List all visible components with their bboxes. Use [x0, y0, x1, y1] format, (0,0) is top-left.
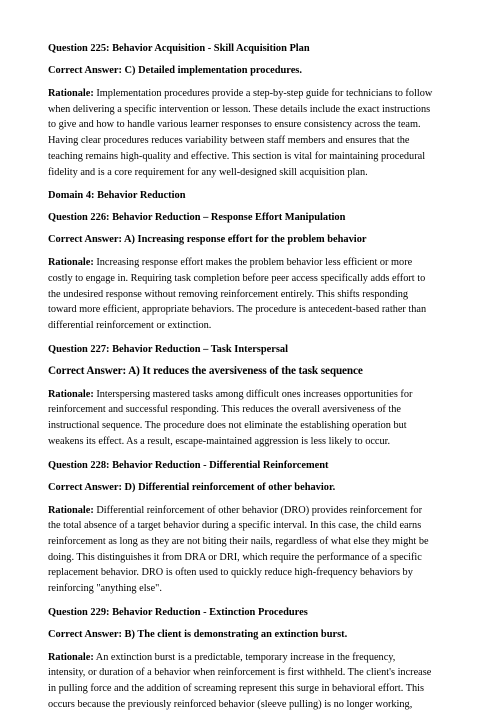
- rationale-paragraph: [48, 255, 448, 334]
- question-heading: Question 227: Behavior Reduction – Task Interspersal: [48, 343, 288, 355]
- rationale-line: differential reinforcement or extinction.: [48, 320, 212, 332]
- domain-heading: Domain 4: Behavior Reduction: [48, 190, 186, 202]
- rationale-line: the undesired response without removing reinforcement entirely. This shifts responding: [48, 288, 409, 300]
- rationale-line: Increasing response effort makes the problem behavior less efficient or more: [93, 257, 413, 269]
- question-heading: Question 226: Behavior Reduction – Response Effort Manipulation: [48, 212, 346, 224]
- rationale-line: doing. This distinguishes it from DRA or DRI, which require the performance of a specific: [48, 551, 422, 563]
- question-heading: Question 228: Behavior Reduction - Differential Reinforcement: [48, 459, 329, 471]
- rationale-line: weakens its effect. As a result, escape-maintained aggression is less likely to occur.: [48, 435, 391, 447]
- rationale-line: in pulling force and the addition of screaming represent this surge in behavioral effort. This: [48, 683, 425, 695]
- rationale-paragraph: [48, 503, 448, 597]
- correct-answer: Correct Answer: D) Differential reinforcement of other behavior.: [48, 481, 336, 493]
- rationale-line: occurs because the previously reinforced behavior (sleeve pulling) is no longer working,: [48, 698, 413, 710]
- correct-answer: Correct Answer: A) Increasing response effort for the problem behavior: [48, 234, 367, 246]
- rationale-line: intensity, or duration of a behavior when reinforcement is first withheld. The client's increase: [48, 667, 432, 679]
- rationale-line: instructional sequence. The procedure does not eliminate the establishing operation but: [48, 420, 407, 432]
- question-heading: Question 225: Behavior Acquisition - Skill Acquisition Plan: [48, 43, 310, 54]
- rationale-line: costly to engage in. Requiring task completion before peer access specifically adds effort to: [48, 272, 426, 284]
- rationale-label: Rationale:: [48, 257, 94, 269]
- rationale-line: fidelity and is a core requirement for any well-designed skill acquisition plan.: [48, 166, 368, 178]
- rationale-label: Rationale:: [48, 651, 94, 663]
- rationale-label: Rationale:: [48, 504, 94, 516]
- rationale-line: reinforcing "anything else".: [48, 583, 162, 595]
- rationale-line: Interspersing mastered tasks among difficult ones increases opportunities for: [93, 388, 413, 400]
- rationale-line: the total absence of a target behavior during a specific interval. In this case, the child earns: [48, 520, 422, 532]
- rationale-line: when delivering a specific intervention or lesson. These details include the exact instructions: [48, 103, 431, 115]
- correct-answer: Correct Answer: C) Detailed implementation procedures.: [48, 65, 302, 76]
- question-heading: Question 229: Behavior Reduction - Extinction Procedures: [48, 606, 308, 618]
- rationale-line: replacement behavior. DRO is often used to quickly reduce high-frequency behaviors by: [48, 567, 413, 579]
- rationale-line: Differential reinforcement of other behavior (DRO) provides reinforcement for: [93, 504, 423, 516]
- rationale-label: Rationale:: [48, 388, 94, 400]
- rationale-paragraph: [48, 86, 448, 180]
- rationale-line: to give and how to handle various learner responses to ensure consistency across the team.: [48, 119, 421, 131]
- rationale-line: reinforcement and successful responding. This reduces the overall aversiveness of the: [48, 404, 401, 416]
- rationale-line: teaching remains high-quality and effective. This section is vital for maintaining procedural: [48, 150, 426, 162]
- rationale-line: Having clear procedures reduces variability between staff members and ensures that the: [48, 135, 410, 147]
- rationale-line: An extinction burst is a predictable, temporary increase in the frequency,: [93, 651, 396, 663]
- rationale-paragraph: [48, 650, 448, 713]
- document-page: [48, 42, 448, 722]
- correct-answer: Correct Answer: A) It reduces the aversiveness of the task sequence: [48, 364, 363, 377]
- rationale-label: Rationale:: [48, 88, 94, 99]
- rationale-line: Implementation procedures provide a step-by-step guide for technicians to follow: [93, 88, 433, 99]
- correct-answer: Correct Answer: B) The client is demonstrating an extinction burst.: [48, 628, 348, 640]
- rationale-line: reinforcement as long as they are not biting their nails, regardless of what else they might be: [48, 535, 429, 547]
- rationale-paragraph: [48, 387, 448, 450]
- rationale-line: toward more efficient, appropriate behaviors. The procedure is antecedent-based rather than: [48, 304, 427, 316]
